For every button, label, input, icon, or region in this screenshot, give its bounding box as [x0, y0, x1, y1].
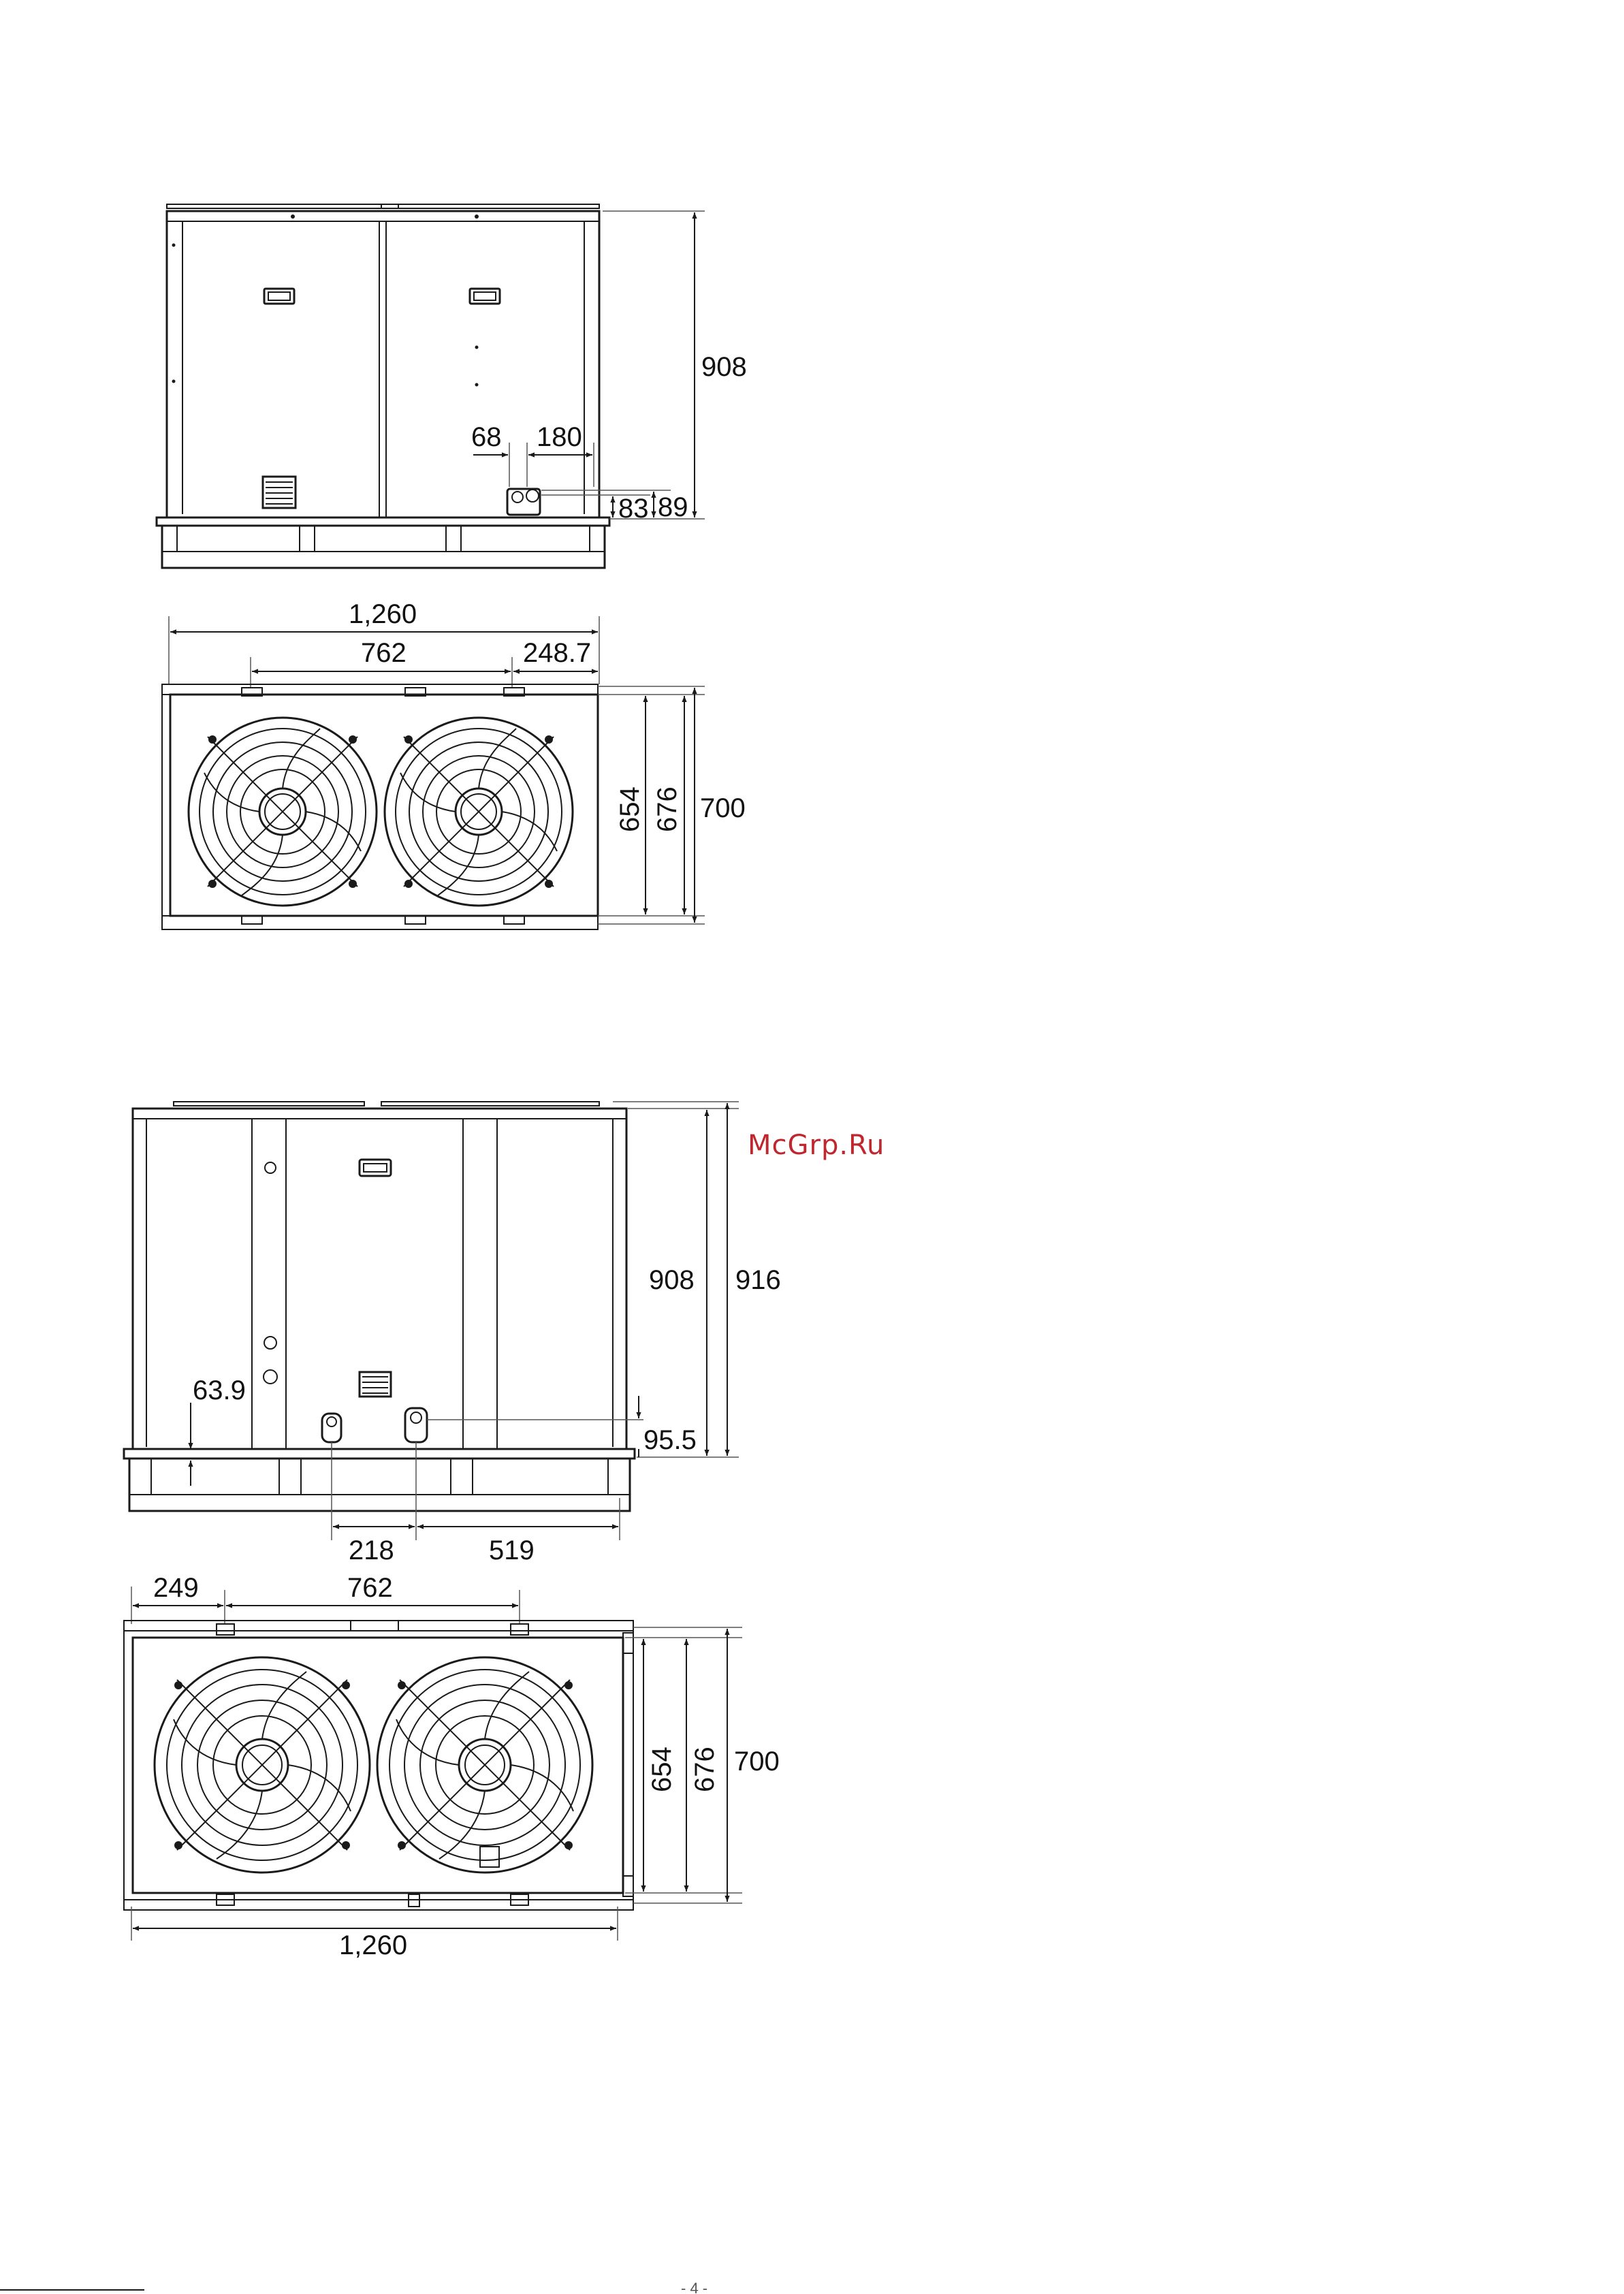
dim-248-7: 248.7: [523, 638, 592, 668]
dim-249: 249: [153, 1573, 199, 1603]
dim-762-top2: 762: [347, 1573, 393, 1603]
page-number: - 4 -: [681, 2280, 708, 2294]
dim-908-front: 908: [701, 352, 747, 382]
fan-icon: [377, 1657, 592, 1873]
dim-676-top1: 676: [652, 786, 682, 832]
fan-icon: [155, 1657, 370, 1873]
dim-676-top2: 676: [690, 1747, 720, 1792]
dim-762-top1: 762: [361, 638, 407, 668]
view2-side-elevation: [124, 1102, 781, 1565]
dim-1260-top2: 1,260: [339, 1930, 408, 1960]
dim-1260-top1: 1,260: [349, 599, 417, 629]
dim-700-top2: 700: [734, 1747, 780, 1777]
dim-700-top1: 700: [700, 793, 746, 823]
fan-icon: [385, 718, 573, 906]
dim-519: 519: [489, 1535, 535, 1565]
dim-654-top1: 654: [615, 786, 645, 832]
pipe-valve: [405, 1408, 427, 1442]
watermark: McGrp.Ru: [748, 1130, 885, 1161]
dim-68: 68: [471, 422, 502, 452]
view1-front-elevation: [157, 204, 747, 568]
dim-83: 83: [618, 494, 649, 524]
dim-916: 916: [735, 1265, 781, 1295]
dim-95-5: 95.5: [643, 1425, 697, 1455]
dim-89: 89: [658, 492, 688, 522]
pipe-valve: [322, 1414, 341, 1442]
access-port-icon: [265, 1162, 276, 1173]
dim-180: 180: [537, 422, 582, 452]
dim-63-9: 63.9: [193, 1375, 246, 1405]
page-footer: [0, 2280, 707, 2294]
view1-top-view: [162, 599, 746, 929]
dim-218: 218: [349, 1535, 394, 1565]
dim-908-side: 908: [649, 1265, 695, 1295]
fan-icon: [189, 718, 377, 906]
view2-top-view: [124, 1573, 780, 1960]
dim-654-top2: 654: [647, 1747, 677, 1792]
